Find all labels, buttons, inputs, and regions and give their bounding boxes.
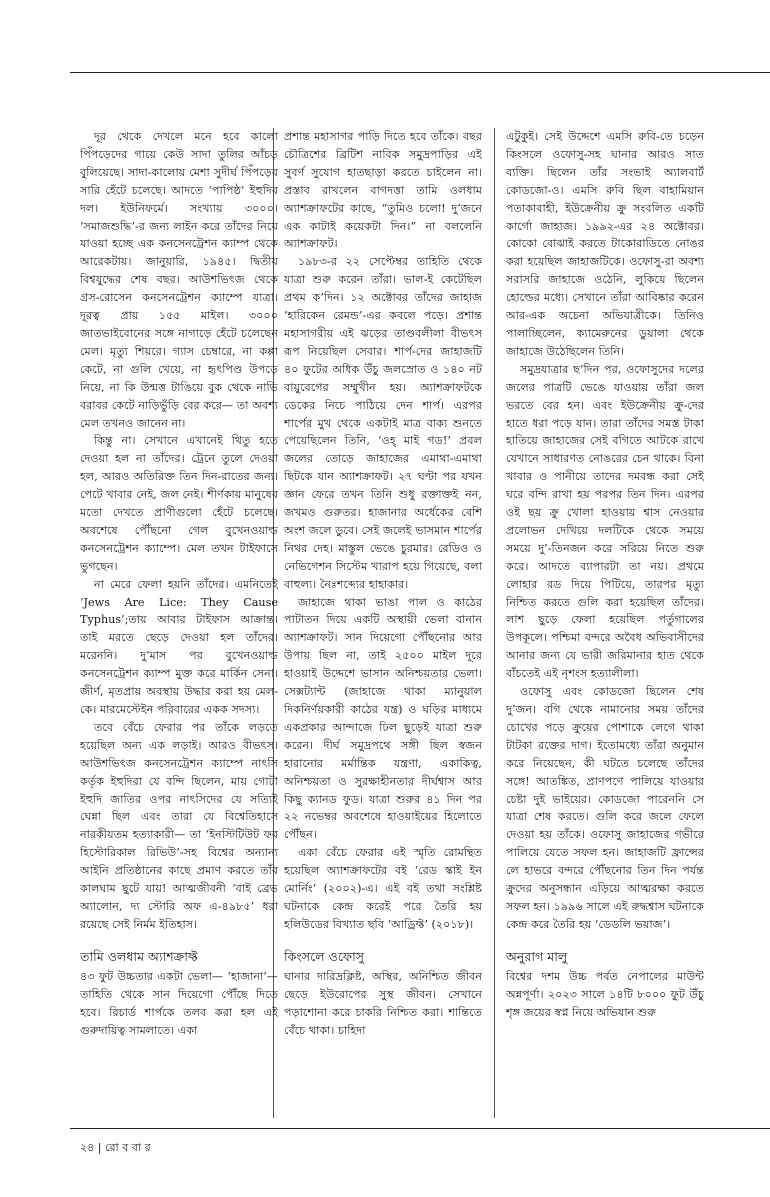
paragraph: ঘানার দারিদ্রক্লিষ্ট, অস্থির, অনিশ্চিত জীবন ছেড়ে ইউরোপের সুস্থ জীবন। সেখানে পড়াশোনা করে চাকরি নিশ্চিত করা। শান্তিতে বেঁচে থাকা। চাহিদা	[284, 969, 482, 1037]
paragraph: একা বেঁচে ফেরার এই স্মৃতি রোমন্থিত হয়েছিল অ্যাশক্রাফটের বই ‘রেড স্কাই ইন মোর্নিং’ (২০০২)-এ। এই বই তথা সংশ্লিষ্ট ঘটনাকে কেন্দ্র করেই পরে তৈরি হয় হলিউডের বিখ্যাত ছবি ‘আড্রিফ্ট’ (২০১৮)।	[284, 846, 482, 931]
article-column-1	[80, 128, 278, 1118]
page-footer: ২৪ | রো ব বা র	[80, 1141, 151, 1154]
top-rule	[70, 72, 770, 73]
paragraph: প্রশান্ত মহাসাগর পাড়ি দিতে হবে তাঁকে। বছর চৌত্রিশের ব্রিটিশ নাবিক সমুদ্রপাড়ির এই সুবর্ণ সুযোগ হাতছাড়া করতে চাইলেন না। প্রস্তাব রাখলেন বাগদত্তা তামি ওলধাম অ্যাশক্রাফটের কাছে, “তুমিও চলো! দু’জনে এক কাটাই কয়েকটা দিন।” না বললেনি অ্যাশক্রাফট।	[284, 130, 482, 251]
article-column-3	[506, 128, 704, 1118]
paragraph: ১৯৮৩-র ২২ সেপ্টেম্বর তাহিতি থেকে যাত্রা শুরু করেন তাঁরা। ভাল-ই কেটেছিল প্রথম ক’দিন। ১২ অক্টোবর তাঁদের জাহাজ ‘হারিকেন রেমন্ড’-এর কবলে পড়ে। প্রশান্ত মহাসাগরীয় এই ঝড়ের তাণ্ডবলীলা বীভৎস রূপ নিয়েছিল সেবার। শার্প-দের জাহাজটি ৪০ ফুটের অধিক উঁচু জলস্রোত ও ১৪০ নট বায়ুবেগের সম্মুখীন হয়। অ্যাশক্রাফটকে ডেকের নিচে পাঠিয়ে দেন শার্প। এরপর শার্পের মুখ থেকে একটাই মাত্র বাক্য শুনতে পেয়েছিলেন তিনি, ‘ওহ্ মাই গড!’ প্রবল জলের তোড়ে জাহাজের এমাথা-এমাথা ছিটকে যান অ্যাশক্রাফট। ২৭ ঘণ্টা পর যখন জ্ঞান ফেরে তখন তিনি শুধু রক্তাক্তই নন, জখমও গুরুতর। হাজানার অর্ধেকের বেশি অংশ জলে ডুবে। সেই জলেই ভাসমান শার্পের নিথর দেহ। মাস্তুল ভেঙে চুরমার। রেডিও ও নেভিগেশন সিস্টেম খারাপ হয়ে গিয়েছে, বলা বাহুল্য। নৈঃশব্দ্যের হাহাকার।	[284, 255, 482, 591]
section-heading: তামি ওলধাম অ্যাশক্রাফ্ট	[80, 948, 198, 964]
column-divider	[494, 128, 495, 1118]
paragraph: কিন্তু না। সেখানে এখানেই থিতু হতে দেওয়া হল না তাঁদের। ট্রেনে তুলে দেওয়া হল, আরও অতিরিক্ত তিন দিন-রাতের জন্য। পেটে খাবার নেই, জল নেই। শীর্ণকায় মানুষের মতো দেখতে প্রাণীগুলো হেঁটে চলেছে। অবশেষে পৌঁছনো গেল বুখেনওয়াল্ড কনসেনট্রেশন ক্যাম্পে। মেল তখন টাইফাসে ভুগছেন।	[80, 434, 278, 573]
section-heading: অনুরাগ মালু	[506, 948, 568, 964]
article-column-2	[284, 128, 482, 1118]
paragraph: সমুদ্রযাত্রার ছ’দিন পর, ওফোসুদের দলের জলের পাত্রটি ভেঙে যাওয়ায় তাঁরা জল ভরতে বের হন। এবং ইউক্রেনীয় ক্রু-দের হাতে ধরা পড়ে যান। তারা তাঁদের সমস্ত টাকা হাতিয়ে জাহাজের সেই বগিতে আটকে রাখে যেখানে সাধারণত নোঙরের চেন থাকে। বিনা খাবার ও পানীয়ে তাদের দমবন্ধ করা সেই ঘরে বন্দি রাখা হয় পরপর তিন দিন। এরপর ওই ছয় ক্রু খোলা হাওয়ায় শ্বাস নেওয়ার প্রলোভন দেখিয়ে দলটিকে থেকে সময়ে সময়ে দু’-তিনজন করে সরিয়ে নিতে শুরু করে। আদতে ব্যাপারটা তা নয়। প্রথমে লোহার রড দিয়ে পিটিয়ে, তারপর মৃত্যু নিশ্চিত করতে গুলি করা হয়েছিল তাঁদের। লাশ ছুড়ে ফেলা হয়েছিল পর্তুগালের উপকূলে। পশ্চিমা বন্দরে অবৈধ অভিবাসীদের আনার জন্য যে ভারী জরিমানার হাত থেকে বাঁচতেই এই নৃশংস হত্যালীলা।	[506, 362, 704, 681]
paragraph: দূর থেকে দেখলে মনে হবে কালো পিঁপড়েদের গায়ে কেউ সাদা তুলির আঁচড় বুলিয়েছে। সাদা-কালোয় মেশা সুদীর্ঘ পিঁপড়ের সারি হেঁটে চলেছে। আদতে ‘পাপিষ্ঠ’ ইহুদির দল। ইউনিফর্মে। সংখ্যায় ৩০০০। ‘সমাজশুদ্ধি’-র জন্য লাইন করে তাঁদের নিয়ে যাওয়া হচ্ছে এক কনসেনট্রেশন ক্যাম্প থেকে আরেকটায়। জানুয়ারি, ১৯৪৫। দ্বিতীয় বিশ্বযুদ্ধের শেষ বছর। আউশভিৎজ থেকে গ্রস-রোসেন কনসেনট্রেশন ক্যাম্পে যাত্রা। দূরত্ব প্রায় ১৫৫ মাইল। ৩০০০ জাতভাইবোনের সঙ্গে নাগাড়ে হেঁটে চলেছেন মেল। মৃত্যু শিয়রে। গ্যাস চেম্বারে, না কপ্পা কেটে, না গুলি খেয়ে, না হৃৎপিণ্ড উপড়ে নিয়ে, না কি উন্মত্ত টাঙিয়ে বুক থেকে নাভি বরাবর কেটে নাড়িভুঁড়ি বের করে— তা অবশ্য মেল তখনও জানেন না।	[80, 130, 278, 430]
paragraph: ৪৩ ফুট উচ্চতার একটা ভেলা— ‘হাজানা’— তাহিতি থেকে সান দিয়েগো পৌঁছে দিতে হবে। রিচার্ড শার্পকে তলব করা হল এই গুরুদায়িত্ব সামলাতে। একা	[80, 969, 278, 1037]
paragraph: ওফোসু এবং কোডজো ছিলেন শেষ দু’জন। বগি থেকে নামানোর সময় তাঁদের চোখের পড়ে ক্রুয়ের পোশাকে লেগে থাকা টাটকা রক্তের দাগ। ইতোমধ্যে তাঁরা অনুমান করে নিয়েছেন, কী ঘটতে চলেছে তাঁদের সঙ্গে! আতঙ্কিত, প্রাণপণে পালিয়ে যাওয়ার চেষ্টা দুই ভাইয়ের। কোডজো পারেননি সে যাত্রা শেষ করতে। গুলি করে জলে ফেলে দেওয়া হয় তাঁকে। ওফোসু জাহাজের গভীরে পালিয়ে যেতে সফল হন। জাহাজটি ফ্রান্সের লে হাভরে বন্দরে পৌঁছনোর তিন দিন পর্যন্ত ক্রুদের অনুসন্ধান এড়িয়ে আত্মরক্ষা করতে সফল হন। ১৯৯৬ সালে এই রুদ্ধশ্বাস ঘটনাকে কেন্দ্র করে তৈরি হয় ‘ডেডলি ভয়াজ’।	[506, 685, 704, 931]
paragraph: না মেরে ফেলা হয়নি তাঁদের। এমনিতেই ‘Jews Are Lice: They Cause Typhus’;তায় আবার টাইফাস আক্রান্ত। তাই মরতে ছেড়ে দেওয়া হল তাঁদের। মরেননি। দু’মাস পর বুখেনওয়াল্ড কনসেনট্রেশন ক্যাম্প মুক্ত করে মার্কিন সেনা। জীর্ণ, মৃতপ্রায় অবস্থায় উদ্ধার করা হয় মেল-কে। মারমেস্টেইন পরিবারের একক সদস্য।	[80, 577, 278, 716]
paragraph: এটুকুই। সেই উদ্দেশে এমসি রুবি-তে চড়েন কিংসলে ওফোসু-সহ ঘানার আরও সাত ব্যক্তি। ছিলেন তাঁর সংভাই অ্যালবার্ট কোডজো-ও। এমসি রুবি ছিল বাহামিয়ান পতাকাবাহী, ইউক্রেনীয় ক্রু সংবলিত একটি কার্গো জাহাজ। ১৯৯২-এর ২৪ অক্টোবর। কোকো বোঝাই করতে টাকোরাডিতে নোঙর করা হয়েছিল জাহাজটিকে। ওফোসু-রা অবশ্য সরাসরি জাহাজে ওঠেনি, লুকিয়ে ছিলেন হোল্ডের মধ্যে। সেখানে তাঁরা আবিষ্কার করেন আর-এক অচেনা অভিযাত্রীকে। তিনিও পালাচ্ছিলেন, ক্যামেরুনের ডুয়ালা থেকে জাহাজে উঠেছিলেন তিনি।	[506, 130, 704, 358]
paragraph: বিশ্বের দশম উচ্চ পর্বত নেপালের মাউন্ট অন্নপূর্ণা। ২০২৩ সালে ১৪টি ৮০০০ ফুট উঁচু শৃঙ্গ জয়ের স্বপ্ন নিয়ে অভিযান শুরু	[506, 969, 704, 1019]
section-heading: কিংসলে ওফোসু	[284, 948, 365, 964]
paragraph: তবে বেঁচে ফেরার পর তাঁকে লড়তে হয়েছিল অন্য এক লড়াই। আরও বীভৎস। আউশভিৎজ কনসেনট্রেশন ক্যাম্পে নাৎসি কর্তৃক ইহুদিরা যে বন্দি ছিলেন, মায় গোটা ইহুদি জাতির ওপর নাৎসিদের যে সত্যিই ঘেন্না ছিল এবং তারা যে বিশ্বেতিহাসে নারকীয়তম হত্যাকারী— তা ‘ইনস্টিটিউট ফর হিস্টোরিকাল রিভিউ’-সহ বিশ্বের অন্যান্য আইনি প্রতিষ্ঠানের কাছে প্রমাণ করতে তাঁর কালঘাম ছুটে যায়! আত্মজীবনী ‘বাই ব্রেভ অ্যালোন, দ্য স্টোরি অফ এ-৪৯৮৫’ ধরা রয়েছে সেই নির্মম ইতিহাস।	[80, 720, 278, 931]
paragraph: জাহাজে থাকা ভাঙা পাল ও কাঠের পাটাতন দিয়ে একটি অস্থায়ী ভেলা বানান অ্যাশক্রাফট। সান দিয়েগো পৌঁছনোর আর উপায় ছিল না, তাই ২৫০০ মাইল দূরে হাওয়াই উদ্দেশে ভাসান অনিশ্চয়তার ভেলা। সেক্সট্যান্ট (জাহাজে থাকা ম্যানুয়াল দিকনির্ণয়কারী কাঠের যন্ত্র) ও ঘড়ির মাধ্যমে একপ্রকার আন্দাজে ঢিল ছুড়েই যাত্রা শুরু করেন। দীর্ঘ সমুদ্রপথে সঙ্গী ছিল স্বজন হারানোর মর্মান্তিক যন্ত্রণা, একাকিত্ব, অনিশ্চয়তা ও সুরক্ষাহীনতার দীর্ঘশ্বাস আর কিছু ক্যানড ফুড। যাত্রা শুরুর ৪১ দিন পর ২২ নভেম্বর অবশেষে হাওয়াইয়ের হিলোতে পৌঁছন।	[284, 595, 482, 842]
bottom-rule	[70, 1128, 770, 1129]
